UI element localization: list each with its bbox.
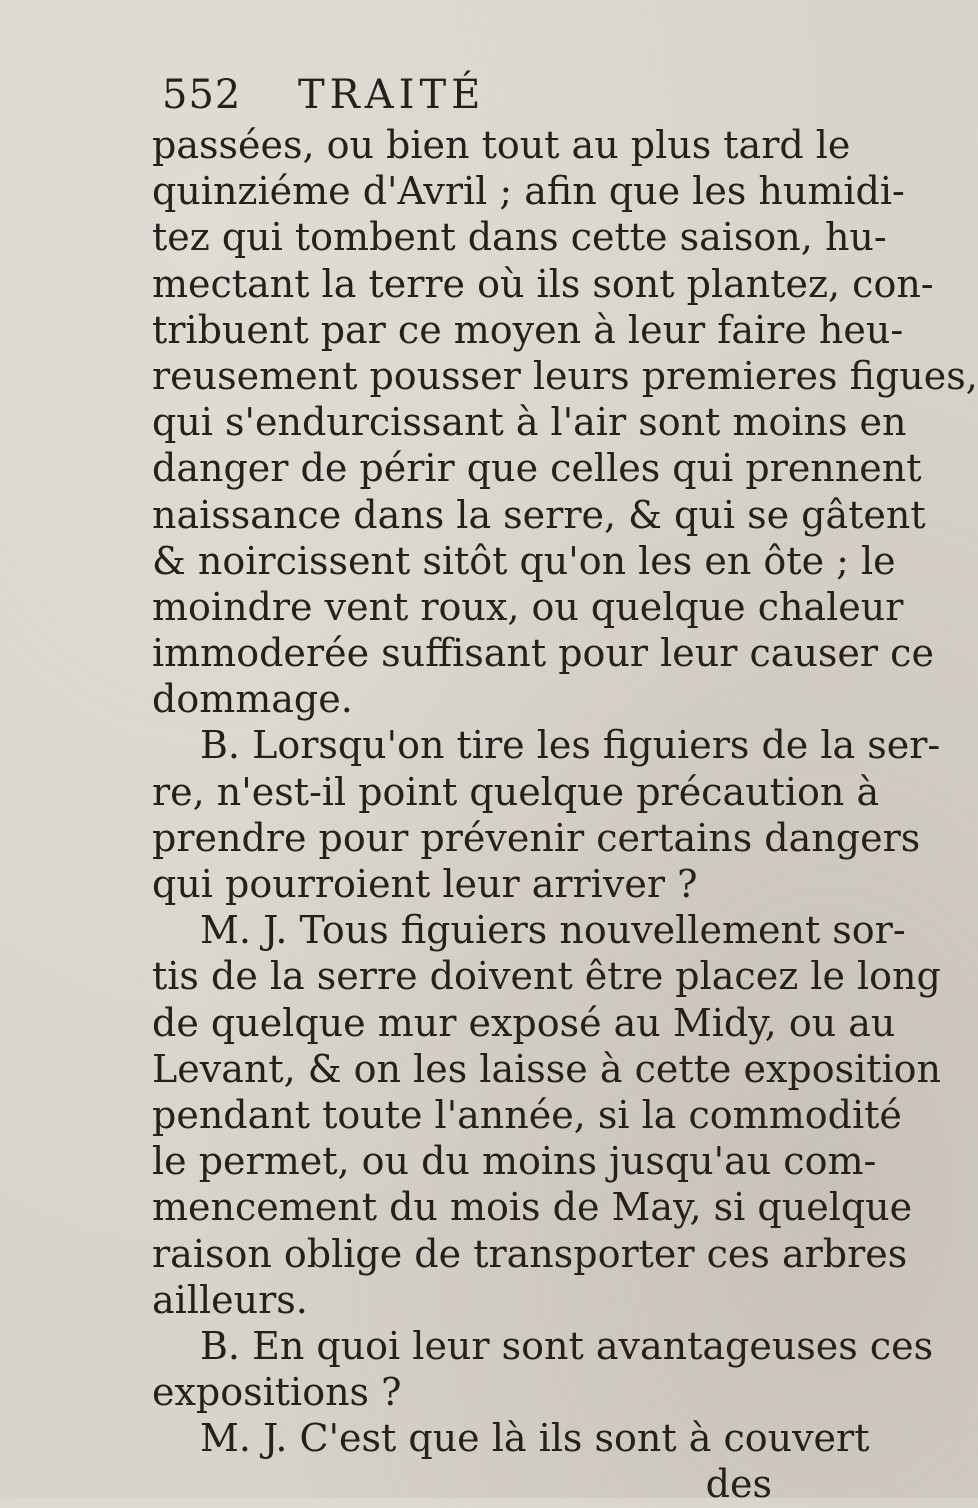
text-line: pendant toute l'année, si la commodité xyxy=(152,1092,902,1137)
text-line: tis de la serre doivent être placez le long xyxy=(152,954,941,999)
text-line: tribuent par ce moyen à leur faire heu- xyxy=(152,307,904,352)
text-line: expositions ? xyxy=(152,1370,402,1415)
text-line: tez qui tombent dans cette saison, hu- xyxy=(152,215,887,260)
running-title: TRAITÉ xyxy=(298,72,486,118)
text-line: qui pourroient leur arriver ? xyxy=(152,862,698,906)
page-number: 552 xyxy=(162,72,242,118)
text-line: le permet, ou du moins jusqu'au com- xyxy=(152,1139,877,1184)
text-line: mencement du mois de May, si quelque xyxy=(152,1185,913,1230)
text-line: re, n'est-il point quelque précaution à xyxy=(152,769,880,814)
text-line: qui s'endurcissant à l'air sont moins en xyxy=(152,400,907,445)
text-line: prendre pour prévenir certains dangers xyxy=(152,815,921,860)
text-line: naissance dans la serre, & qui se gâtent xyxy=(152,492,926,537)
catchword: des xyxy=(705,1462,772,1507)
text-line: reusement pousser leurs premieres figues, xyxy=(152,353,978,398)
text-line: M. J. C'est que là ils sont à couvert xyxy=(200,1416,870,1461)
text-line: moindre vent roux, ou quelque chaleur xyxy=(152,584,904,629)
text-line: passées, ou bien tout au plus tard le xyxy=(152,123,851,167)
text-line: quinziéme d'Avril ; afin que les humidi- xyxy=(152,169,905,214)
text-line: raison oblige de transporter ces arbres xyxy=(152,1231,908,1276)
text-line: immoderée suffisant pour leur causer ce xyxy=(152,631,934,676)
text-line: B. En quoi leur sont avantageuses ces xyxy=(200,1323,934,1368)
text-line: dommage. xyxy=(152,677,353,722)
text-line: mectant la terre où ils sont plantez, con- xyxy=(152,261,934,306)
text-line: B. Lorsqu'on tire les figuiers de la ser- xyxy=(200,723,941,768)
text-line: ailleurs. xyxy=(152,1277,308,1322)
text-line: & noircissent sitôt qu'on les en ôte ; le xyxy=(152,538,896,583)
running-head xyxy=(162,72,632,118)
text-line: de quelque mur exposé au Midy, ou au xyxy=(152,1000,896,1045)
body-text xyxy=(152,122,978,1508)
text-line: M. J. Tous figuiers nouvellement sor- xyxy=(200,908,906,953)
text-line: danger de périr que celles qui prennent xyxy=(152,446,922,491)
text-line: Levant, & on les laisse à cette exposition xyxy=(152,1046,942,1091)
